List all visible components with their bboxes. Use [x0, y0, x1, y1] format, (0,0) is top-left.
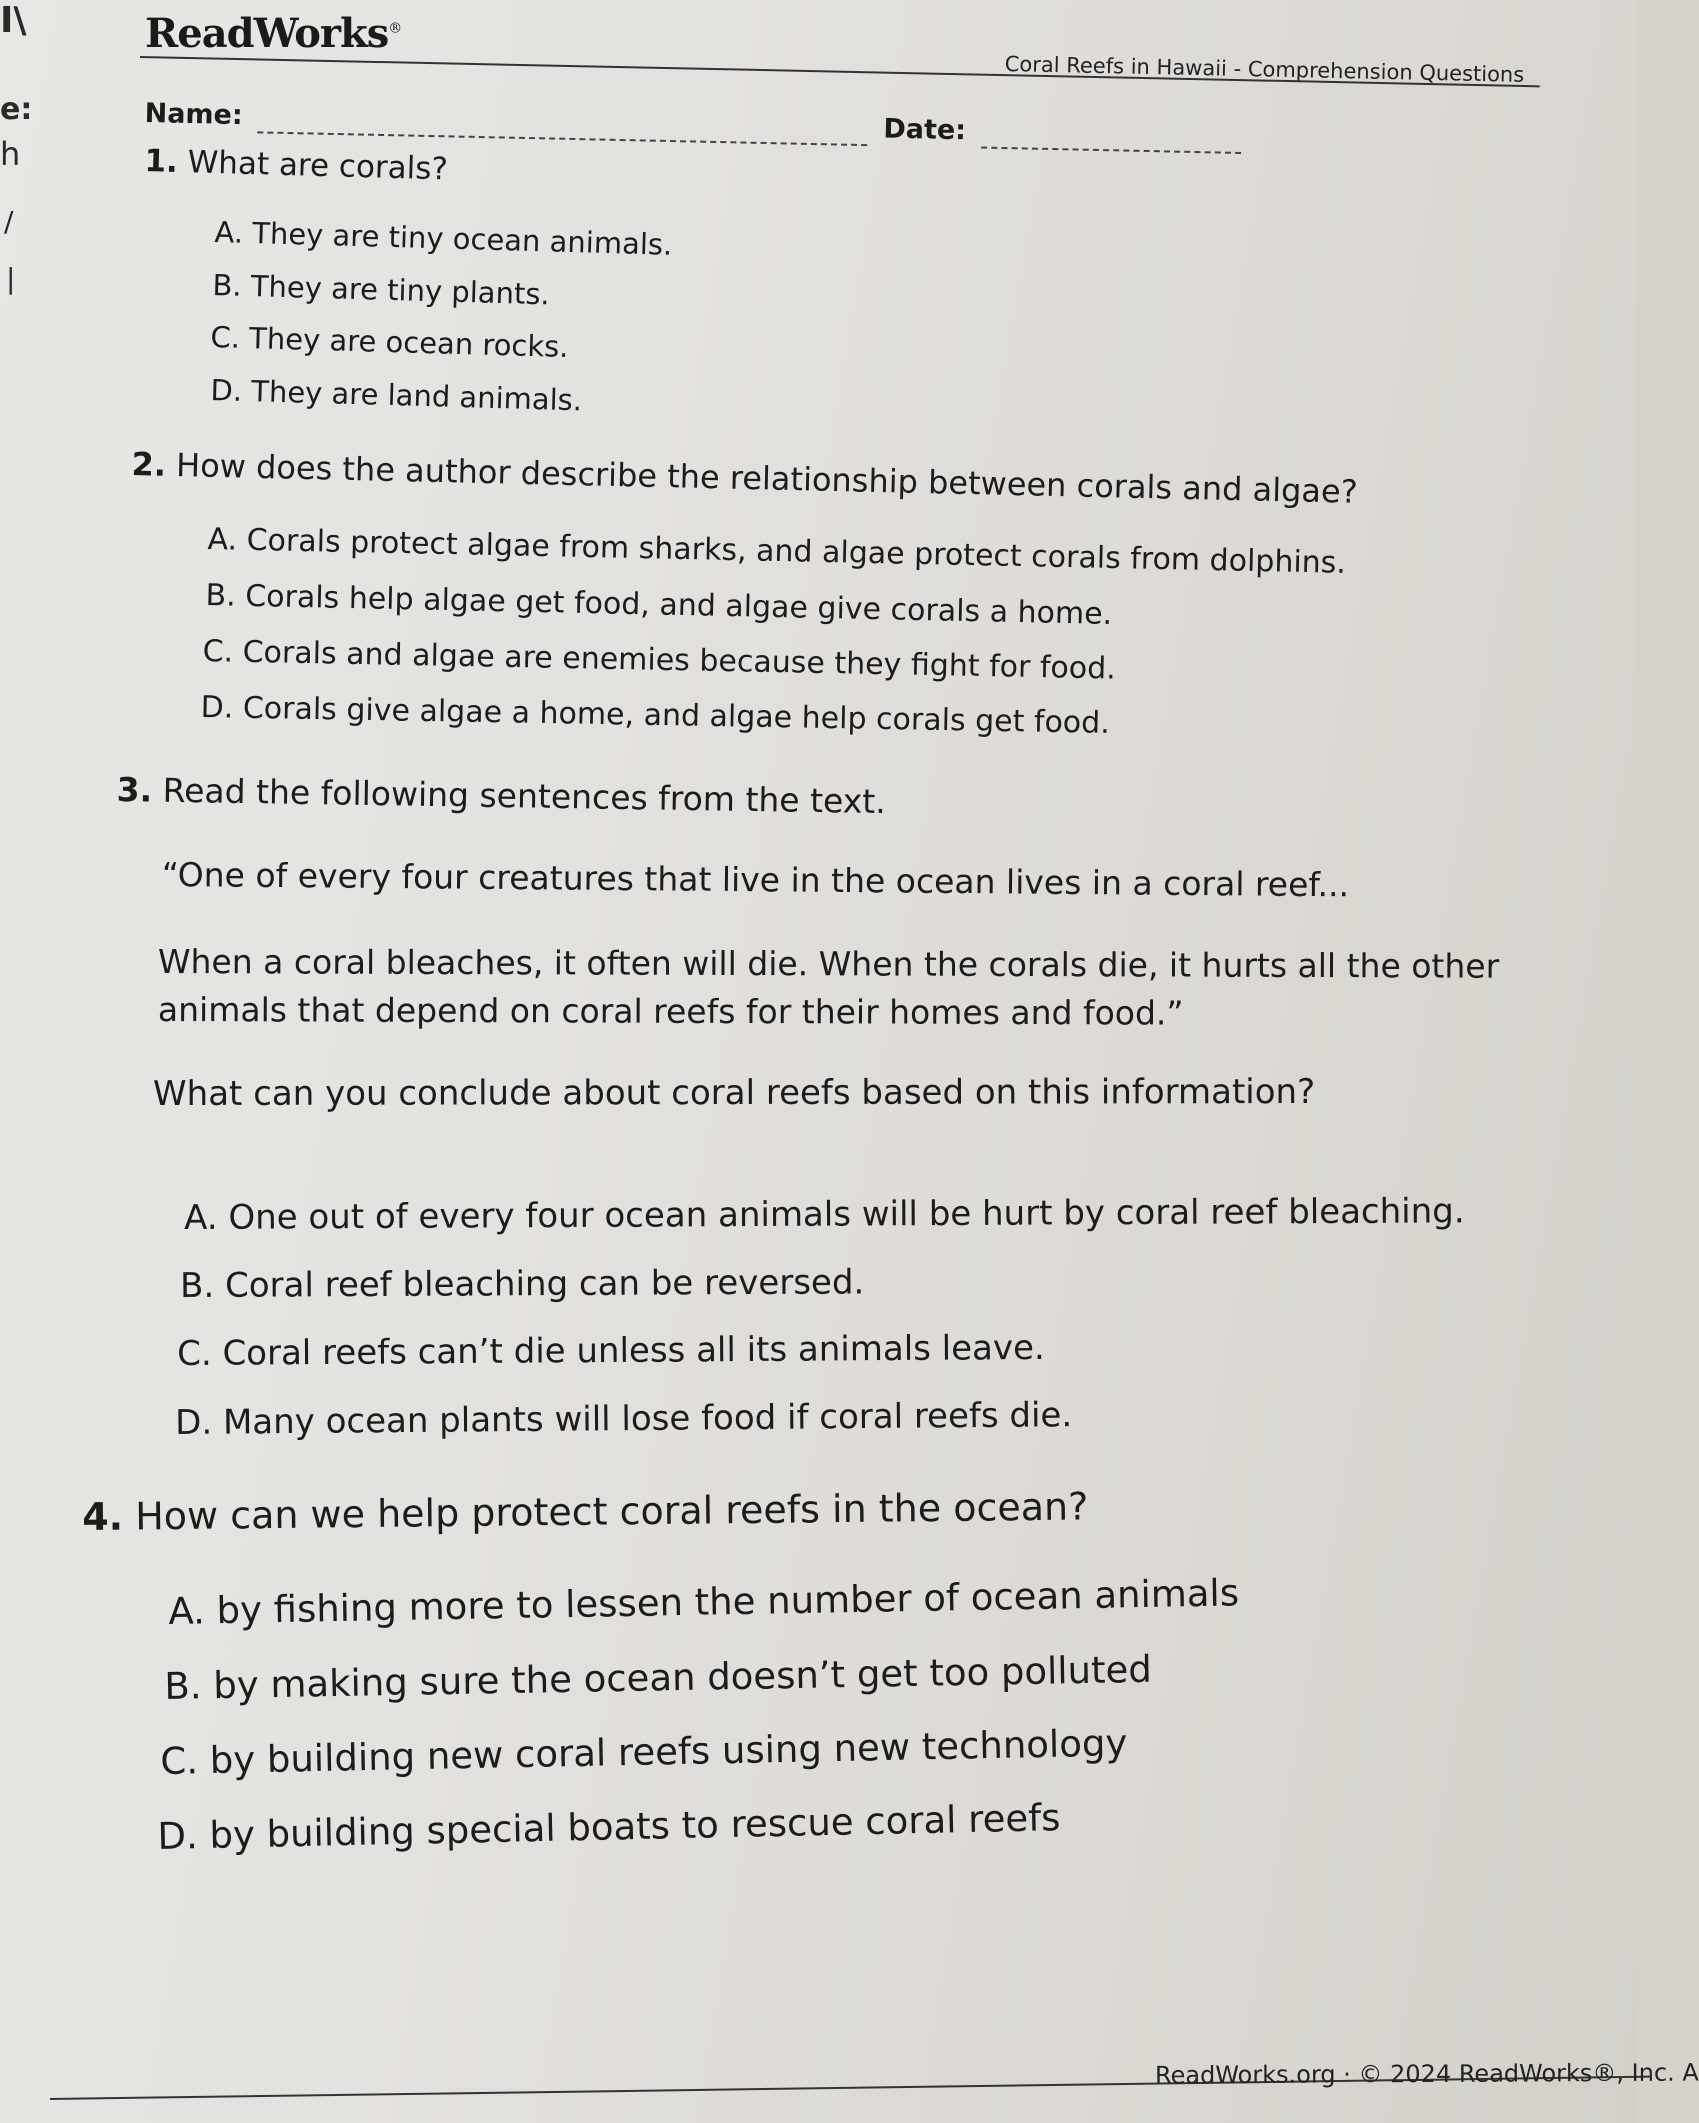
question-3-option-c[interactable]: C. Coral reefs can’t die unless all its animals leave.	[177, 1327, 1045, 1374]
question-3-option-d[interactable]: D. Many ocean plants will lose food if coral reefs die.	[175, 1395, 1073, 1443]
question-3-quote-line: “One of every four creatures that live in the ocean lives in a coral reef...	[161, 855, 1350, 905]
worksheet-title: Coral Reefs in Hawaii - Comprehension Questions	[1004, 52, 1525, 87]
logo-mark: ®	[388, 20, 402, 37]
question-text: How does the author describe the relationship between corals and algae?	[175, 446, 1359, 511]
logo-text: ReadWorks	[145, 10, 389, 57]
date-blank[interactable]	[981, 116, 1242, 154]
question-3-option-a[interactable]: A. One out of every four ocean animals will be hurt by coral reef bleaching.	[184, 1191, 1465, 1238]
question-4-option-c[interactable]: C. by building new coral reefs using new technology	[160, 1721, 1128, 1783]
question-3-quote-line: animals that depend on coral reefs for their homes and food.”	[157, 990, 1184, 1033]
question-4-option-b[interactable]: B. by making sure the ocean doesn’t get too polluted	[164, 1647, 1153, 1708]
question-number: 2.	[131, 445, 167, 484]
question-number: 1.	[143, 143, 179, 180]
question-1-option-d[interactable]: D. They are land animals.	[210, 373, 583, 418]
question-number: 4.	[82, 1494, 124, 1539]
question-4-option-d[interactable]: D. by building special boats to rescue coral reefs	[157, 1796, 1061, 1858]
question-text: What are corals?	[187, 144, 449, 188]
question-1-option-c[interactable]: C. They are ocean rocks.	[210, 320, 569, 364]
question-2-option-c[interactable]: C. Corals and algae are enemies because they fight for food.	[202, 634, 1117, 687]
edge-fragment: I\	[0, 0, 27, 41]
name-label: Name:	[144, 98, 244, 132]
name-date-row	[144, 98, 1241, 154]
question-4-option-a[interactable]: A. by fishing more to lessen the number of ocean animals	[168, 1571, 1240, 1633]
readworks-logo	[145, 10, 401, 57]
question-text: How can we help protect coral reefs in the ocean?	[134, 1484, 1089, 1539]
question-3-prompt: What can you conclude about coral reefs based on this information?	[153, 1071, 1316, 1114]
question-2-option-b[interactable]: B. Corals help algae get food, and algae give corals a home.	[205, 578, 1113, 632]
footer-copyright: ReadWorks.org · © 2024 ReadWorks®, Inc. A	[1154, 2058, 1699, 2090]
edge-fragment: |	[6, 262, 16, 295]
question-1-option-a[interactable]: A. They are tiny ocean animals.	[214, 215, 673, 262]
question-1-option-b[interactable]: B. They are tiny plants.	[212, 268, 551, 312]
date-label: Date:	[883, 113, 967, 147]
question-1	[144, 143, 448, 187]
edge-fragment: /	[4, 205, 14, 238]
question-2	[131, 445, 1358, 511]
question-text: Read the following sentences from the text.	[162, 770, 887, 822]
question-2-option-a[interactable]: A. Corals protect algae from sharks, and algae protect corals from dolphins.	[207, 522, 1347, 581]
edge-fragment: h	[0, 135, 21, 173]
question-number: 3.	[116, 770, 153, 810]
edge-fragment: e:	[0, 92, 33, 127]
name-blank[interactable]	[258, 100, 869, 146]
question-3	[116, 770, 886, 821]
question-2-option-d[interactable]: D. Corals give algae a home, and algae help corals get food.	[200, 690, 1111, 741]
question-3-quote-line: When a coral bleaches, it often will die. When the corals die, it hurts all the other	[157, 942, 1500, 986]
question-3-option-b[interactable]: B. Coral reef bleaching can be reversed.	[180, 1262, 865, 1306]
question-4	[82, 1484, 1088, 1539]
